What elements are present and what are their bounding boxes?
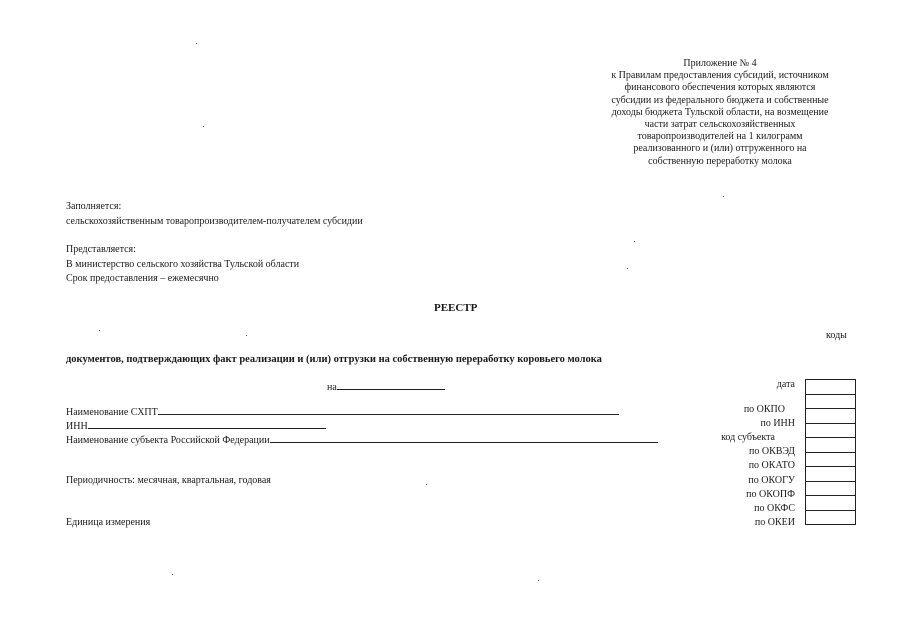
code-label-okei: по ОКЕИ (754, 517, 795, 528)
submitted-value: В министерство сельского хозяйства Тульской области (66, 259, 300, 270)
code-cell-okei[interactable] (806, 511, 855, 526)
code-cell-okogu[interactable] (806, 467, 855, 482)
appendix-line: Приложение № 4 (683, 58, 757, 69)
document-subtitle: документов, подтверждающих факт реализации и (или) отгрузки на собственную переработку коровьего молока (66, 354, 602, 365)
codes-header: коды (826, 330, 847, 341)
scan-speck (627, 268, 628, 269)
subject-field[interactable] (66, 432, 658, 446)
subject-blank[interactable] (270, 432, 658, 443)
code-label-subject: код субъекта (721, 432, 775, 443)
code-cell-inn[interactable] (806, 409, 855, 424)
filled-by-value: сельскохозяйственным товаропроизводителем-получателем субсидии (66, 216, 363, 227)
code-label-okpo: по ОКПО (743, 404, 785, 415)
scan-speck (426, 484, 427, 485)
code-label-inn: по ИНН (760, 418, 795, 429)
scan-speck (172, 574, 173, 575)
subject-label: Наименование субъекта Российской Федерации (66, 435, 270, 446)
code-cell-okato[interactable] (806, 453, 855, 468)
scan-speck (246, 335, 247, 336)
date-blank[interactable] (337, 379, 445, 390)
appendix-line: собственную переработку молока (648, 155, 792, 167)
scan-speck (196, 43, 197, 44)
appendix-line: к Правилам предоставления субсидий, источником (611, 70, 829, 82)
date-prefix: на (327, 382, 337, 393)
code-cell-okopf[interactable] (806, 482, 855, 497)
code-cell-subject[interactable] (806, 424, 855, 439)
inn-field[interactable] (66, 418, 326, 432)
code-cell-date[interactable] (806, 380, 855, 395)
unit-label: Единица измерения (66, 517, 151, 528)
appendix-note (580, 58, 860, 168)
inn-label: ИНН (66, 421, 88, 432)
code-label-okogu: по ОКОГУ (748, 475, 795, 486)
code-label-okfs: по ОКФС (754, 503, 795, 514)
appendix-line: реализованного и (или) отгруженного на (633, 143, 807, 155)
periodicity-text: Периодичность: месячная, квартальная, годовая (66, 475, 271, 486)
code-label-okopf: по ОКОПФ (746, 489, 795, 500)
code-cell-okfs[interactable] (806, 496, 855, 511)
code-label-okved: по ОКВЭД (749, 446, 795, 457)
scan-speck (634, 241, 635, 242)
scan-speck (203, 126, 204, 127)
appendix-line: финансового обеспечения которых являются (624, 82, 816, 94)
appendix-line: части затрат сельскохозяйственных (644, 119, 796, 131)
scan-speck (99, 330, 100, 331)
skhp-label: Наименование СХПТ (66, 407, 158, 418)
document-title: РЕЕСТР (434, 302, 478, 314)
code-label-date: дата (776, 379, 795, 390)
filled-by-label: Заполняется: (66, 201, 122, 212)
appendix-line: товаропроизводителей на 1 килограмм (637, 131, 803, 143)
codes-table (805, 379, 856, 525)
submission-term: Срок предоставления – ежемесячно (66, 273, 219, 284)
appendix-line: субсидии из федерального бюджета и собственные (611, 94, 829, 106)
date-field[interactable] (327, 379, 445, 393)
scan-speck (538, 580, 539, 581)
appendix-line: доходы бюджета Тульской области, на возмещение (611, 106, 829, 118)
skhp-field[interactable] (66, 404, 619, 418)
skhp-blank[interactable] (158, 404, 619, 415)
code-label-okato: по ОКАТО (748, 460, 795, 471)
code-cell-okpo[interactable] (806, 395, 855, 410)
scan-speck (723, 196, 724, 197)
submitted-label: Представляется: (66, 244, 136, 255)
inn-blank[interactable] (88, 418, 326, 429)
code-cell-okved[interactable] (806, 438, 855, 453)
